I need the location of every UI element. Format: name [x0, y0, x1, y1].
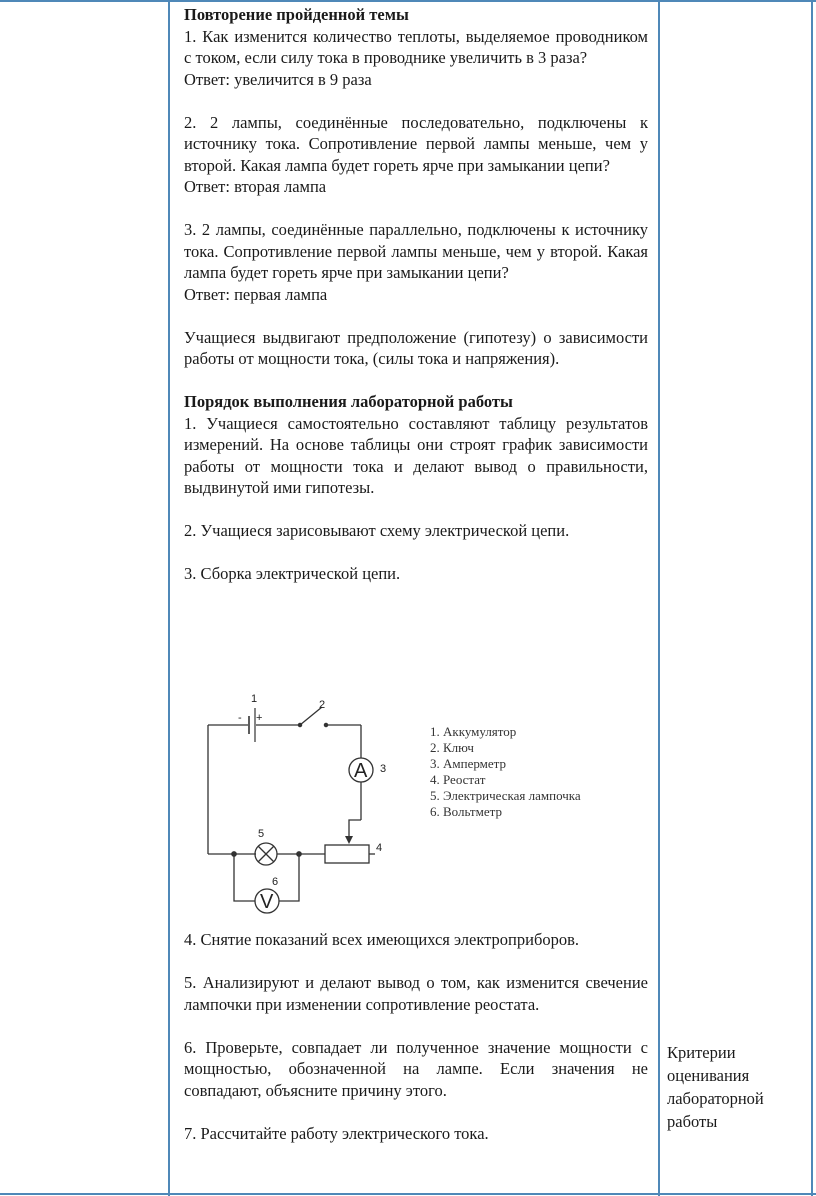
review-heading: Повторение пройденной темы: [184, 5, 409, 24]
legend-item-voltmeter: 6. Вольтметр: [430, 804, 502, 819]
procedure-step-5: 5. Анализируют и делают вывод о том, как изменится свечение лампочки при изменении сопротивление реостата.: [184, 973, 648, 1014]
procedure-step-3: 3. Сборка электрической цепи.: [184, 564, 401, 583]
table-border-middle: [658, 0, 660, 1196]
label-lamp-number: 5: [258, 828, 265, 840]
procedure-step-1: 1. Учащиеся самостоятельно составляют таблицу результатов измерений. На основе таблицы они строят график зависимости работы от мощности тока и делают вывод о правильности, выдвинутой ими гипотезы.: [184, 413, 648, 497]
label-battery-plus: +: [256, 712, 263, 724]
review-question-3: 3. 2 лампы, соединённые параллельно, подключены к источнику тока. Сопротивление первой лампы меньше, чем у второй. Какая лампа будет гореть ярче при замыкании цепи?: [184, 220, 648, 282]
legend-item-switch: 2. Ключ: [430, 740, 474, 755]
procedure-step-6: 6. Проверьте, совпадает ли полученное значение мощности с мощностью, обозначенной на лампе. Если значения не совпадают, объясните причину этого.: [184, 1037, 648, 1100]
lesson-content: [184, 4, 648, 585]
review-answer-2: Ответ: вторая лампа: [184, 177, 327, 196]
table-border-left: [168, 0, 170, 1196]
review-question-1: 1. Как изменится количество теплоты, выделяемое проводником с током, если силу тока в проводнике увеличить в 3 раза?: [184, 26, 648, 67]
label-rheostat-number: 4: [376, 842, 383, 854]
procedure-step-2: 2. Учащиеся зарисовывают схему электрической цепи.: [184, 521, 570, 540]
legend-item-battery: 1. Аккумулятор: [430, 724, 517, 739]
procedure-heading: Порядок выполнения лабораторной работы: [184, 392, 513, 411]
procedure-step-7: 7. Рассчитайте работу электрического тока.: [184, 1123, 489, 1143]
hypothesis-paragraph: Учащиеся выдвигают предположение (гипотезу) о зависимости работы от мощности тока, (силы тока и напряжения).: [184, 327, 648, 368]
rheostat-rect: [325, 845, 369, 863]
criteria-cell: Критерии оценивания лабораторной работы: [667, 1043, 764, 1131]
label-voltmeter-number: 6: [272, 876, 279, 888]
procedure-step-4: 4. Снятие показаний всех имеющихся электроприборов.: [184, 930, 580, 949]
label-battery-minus: -: [238, 712, 242, 724]
label-battery-number: 1: [251, 693, 258, 705]
legend-item-lamp: 5. Электрическая лампочка: [430, 788, 581, 803]
ammeter-symbol: A: [354, 760, 368, 782]
label-switch-number: 2: [319, 699, 326, 711]
table-border-bottom: [0, 1193, 816, 1195]
legend-item-rheostat: 4. Реостат: [430, 772, 486, 787]
review-answer-3: Ответ: первая лампа: [184, 284, 328, 304]
table-border-top: [0, 0, 816, 2]
circuit-diagram: [200, 688, 620, 920]
review-question-2: 2. 2 лампы, соединённые последовательно, подключены к источнику тока. Сопротивление первой лампы меньше, чем у второй. Какая лампа будет гореть ярче при замыкании цепи?: [184, 112, 648, 175]
label-ammeter-number: 3: [380, 763, 387, 775]
voltmeter-symbol: V: [260, 891, 274, 913]
lesson-content-lower: [184, 929, 648, 1144]
review-answer-1: Ответ: увеличится в 9 раза: [184, 69, 372, 89]
table-border-right: [811, 0, 813, 1196]
legend-item-ammeter: 3. Амперметр: [430, 756, 506, 771]
